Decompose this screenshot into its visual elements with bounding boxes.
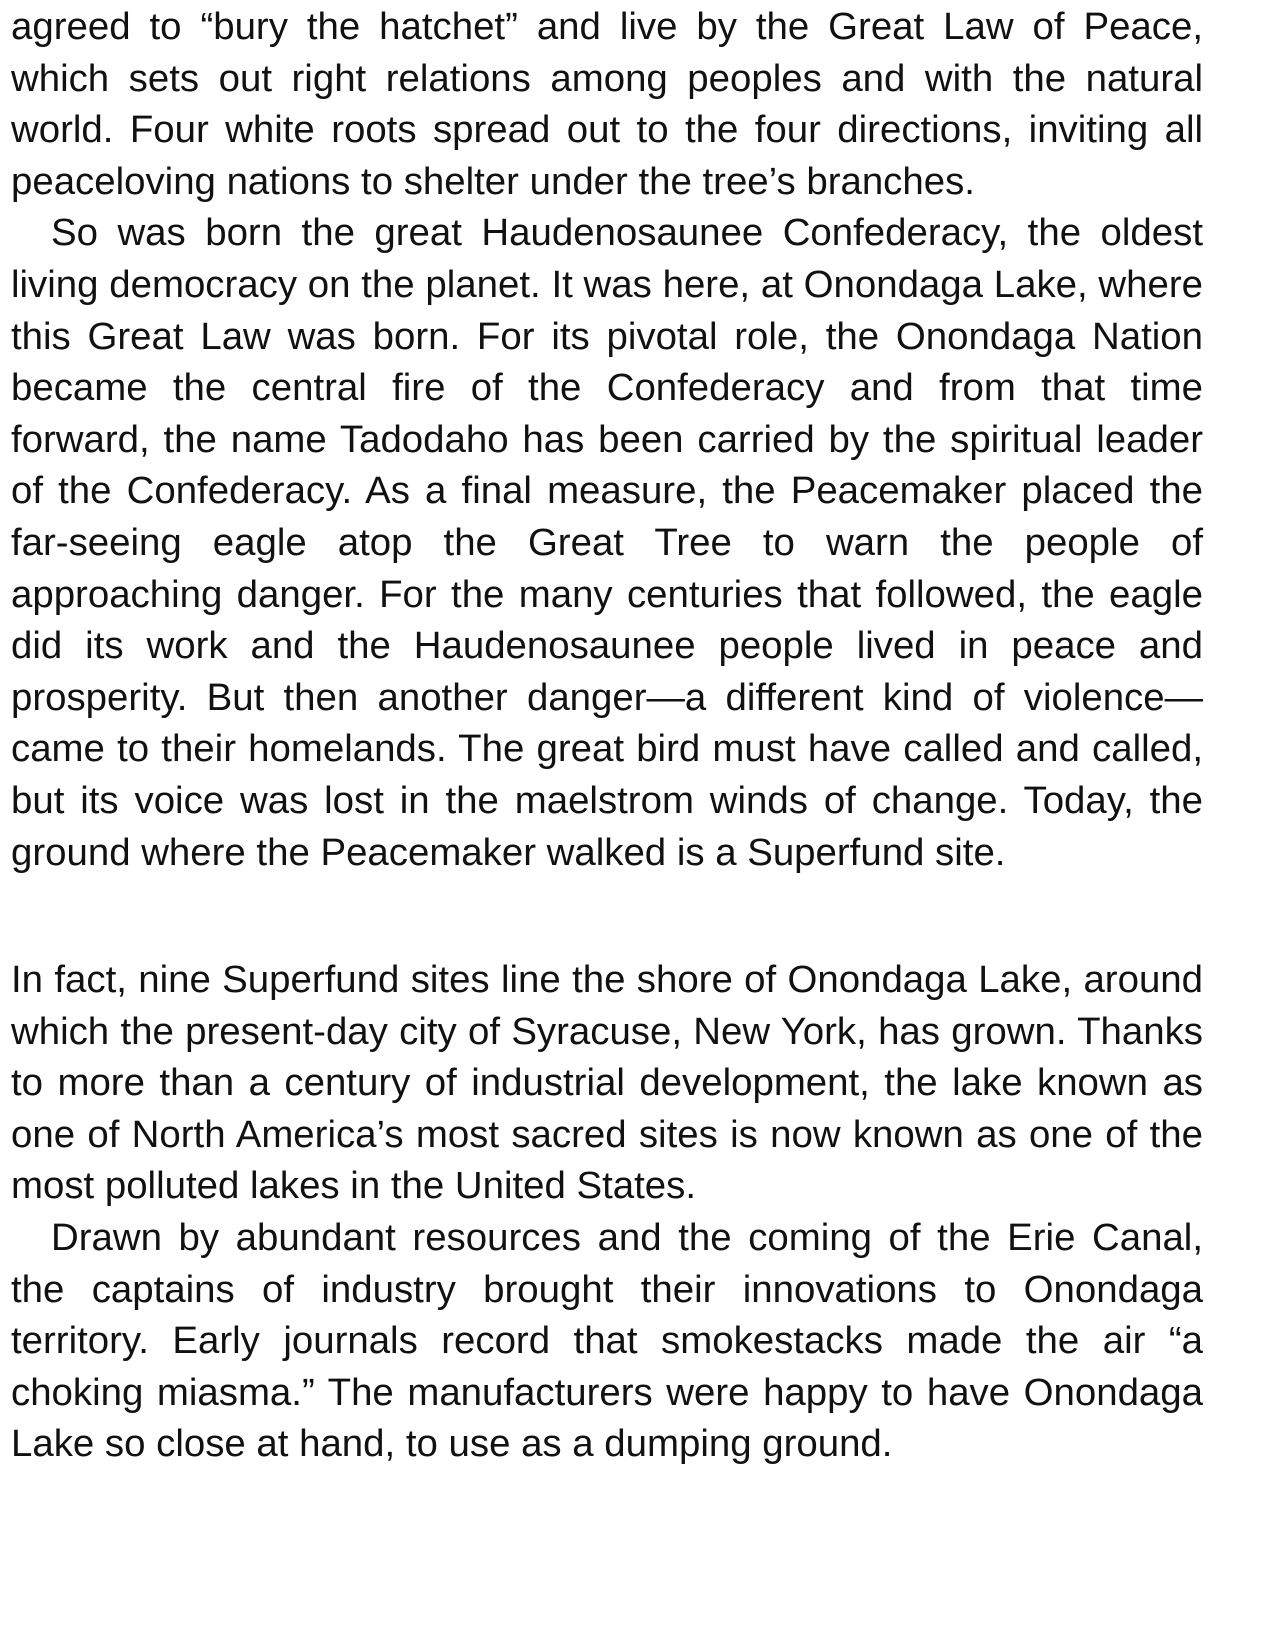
paragraph-industry-arrives: Drawn by abundant resources and the coming of the Erie Canal, the captains of industry brought their innovations to Onondaga territory. Early journals record that smokestacks made the air “a choking miasma.” The manufacturers were happy to have Onondaga Lake so close at hand, to use as a dumping ground. bbox=[11, 1216, 1203, 1466]
paragraph-confederacy-born: So was born the great Haudenosaunee Confederacy, the oldest living democracy on the planet. It was here, at Onondaga Lake, where this Great Law was born. For its pivotal role, the Onondaga Nation became the central fire of the Confederacy and from that time forward, the name Tadodaho has been carried by the spiritual leader of the Confederacy. As a final measure, the Peacemaker placed the far-seeing eagle atop the Great Tree to warn the people of approaching danger. For the many centuries that followed, the eagle did its work and the Haudenosaunee people lived in peace and prosperity. But then another danger—a different kind of violence—came to their homelands. The great bird must have called and called, but its voice was lost in the maelstrom winds of change. Today, the ground where the Peacemaker walked is a Superfund site. bbox=[11, 211, 1203, 874]
section-break bbox=[11, 878, 1203, 954]
paragraph-superfund-sites: In fact, nine Superfund sites line the shore of Onondaga Lake, around which the present-day city of Syracuse, New York, has grown. Thanks to more than a century of industrial development, the lake known as one of North America’s most sacred sites is now known as one of the most polluted lakes in the United States. bbox=[11, 958, 1203, 1208]
section-haudenosaunee-confederacy bbox=[11, 1, 1203, 878]
section-onondaga-lake-pollution bbox=[11, 954, 1203, 1470]
document-page bbox=[11, 0, 1203, 1470]
paragraph-great-law: agreed to “bury the hatchet” and live by the Great Law of Peace, which sets out right relations among peoples and with the natural world. Four white roots spread out to the four directions, inviting all peaceloving nations to shelter under the tree’s branches. bbox=[11, 5, 1203, 203]
